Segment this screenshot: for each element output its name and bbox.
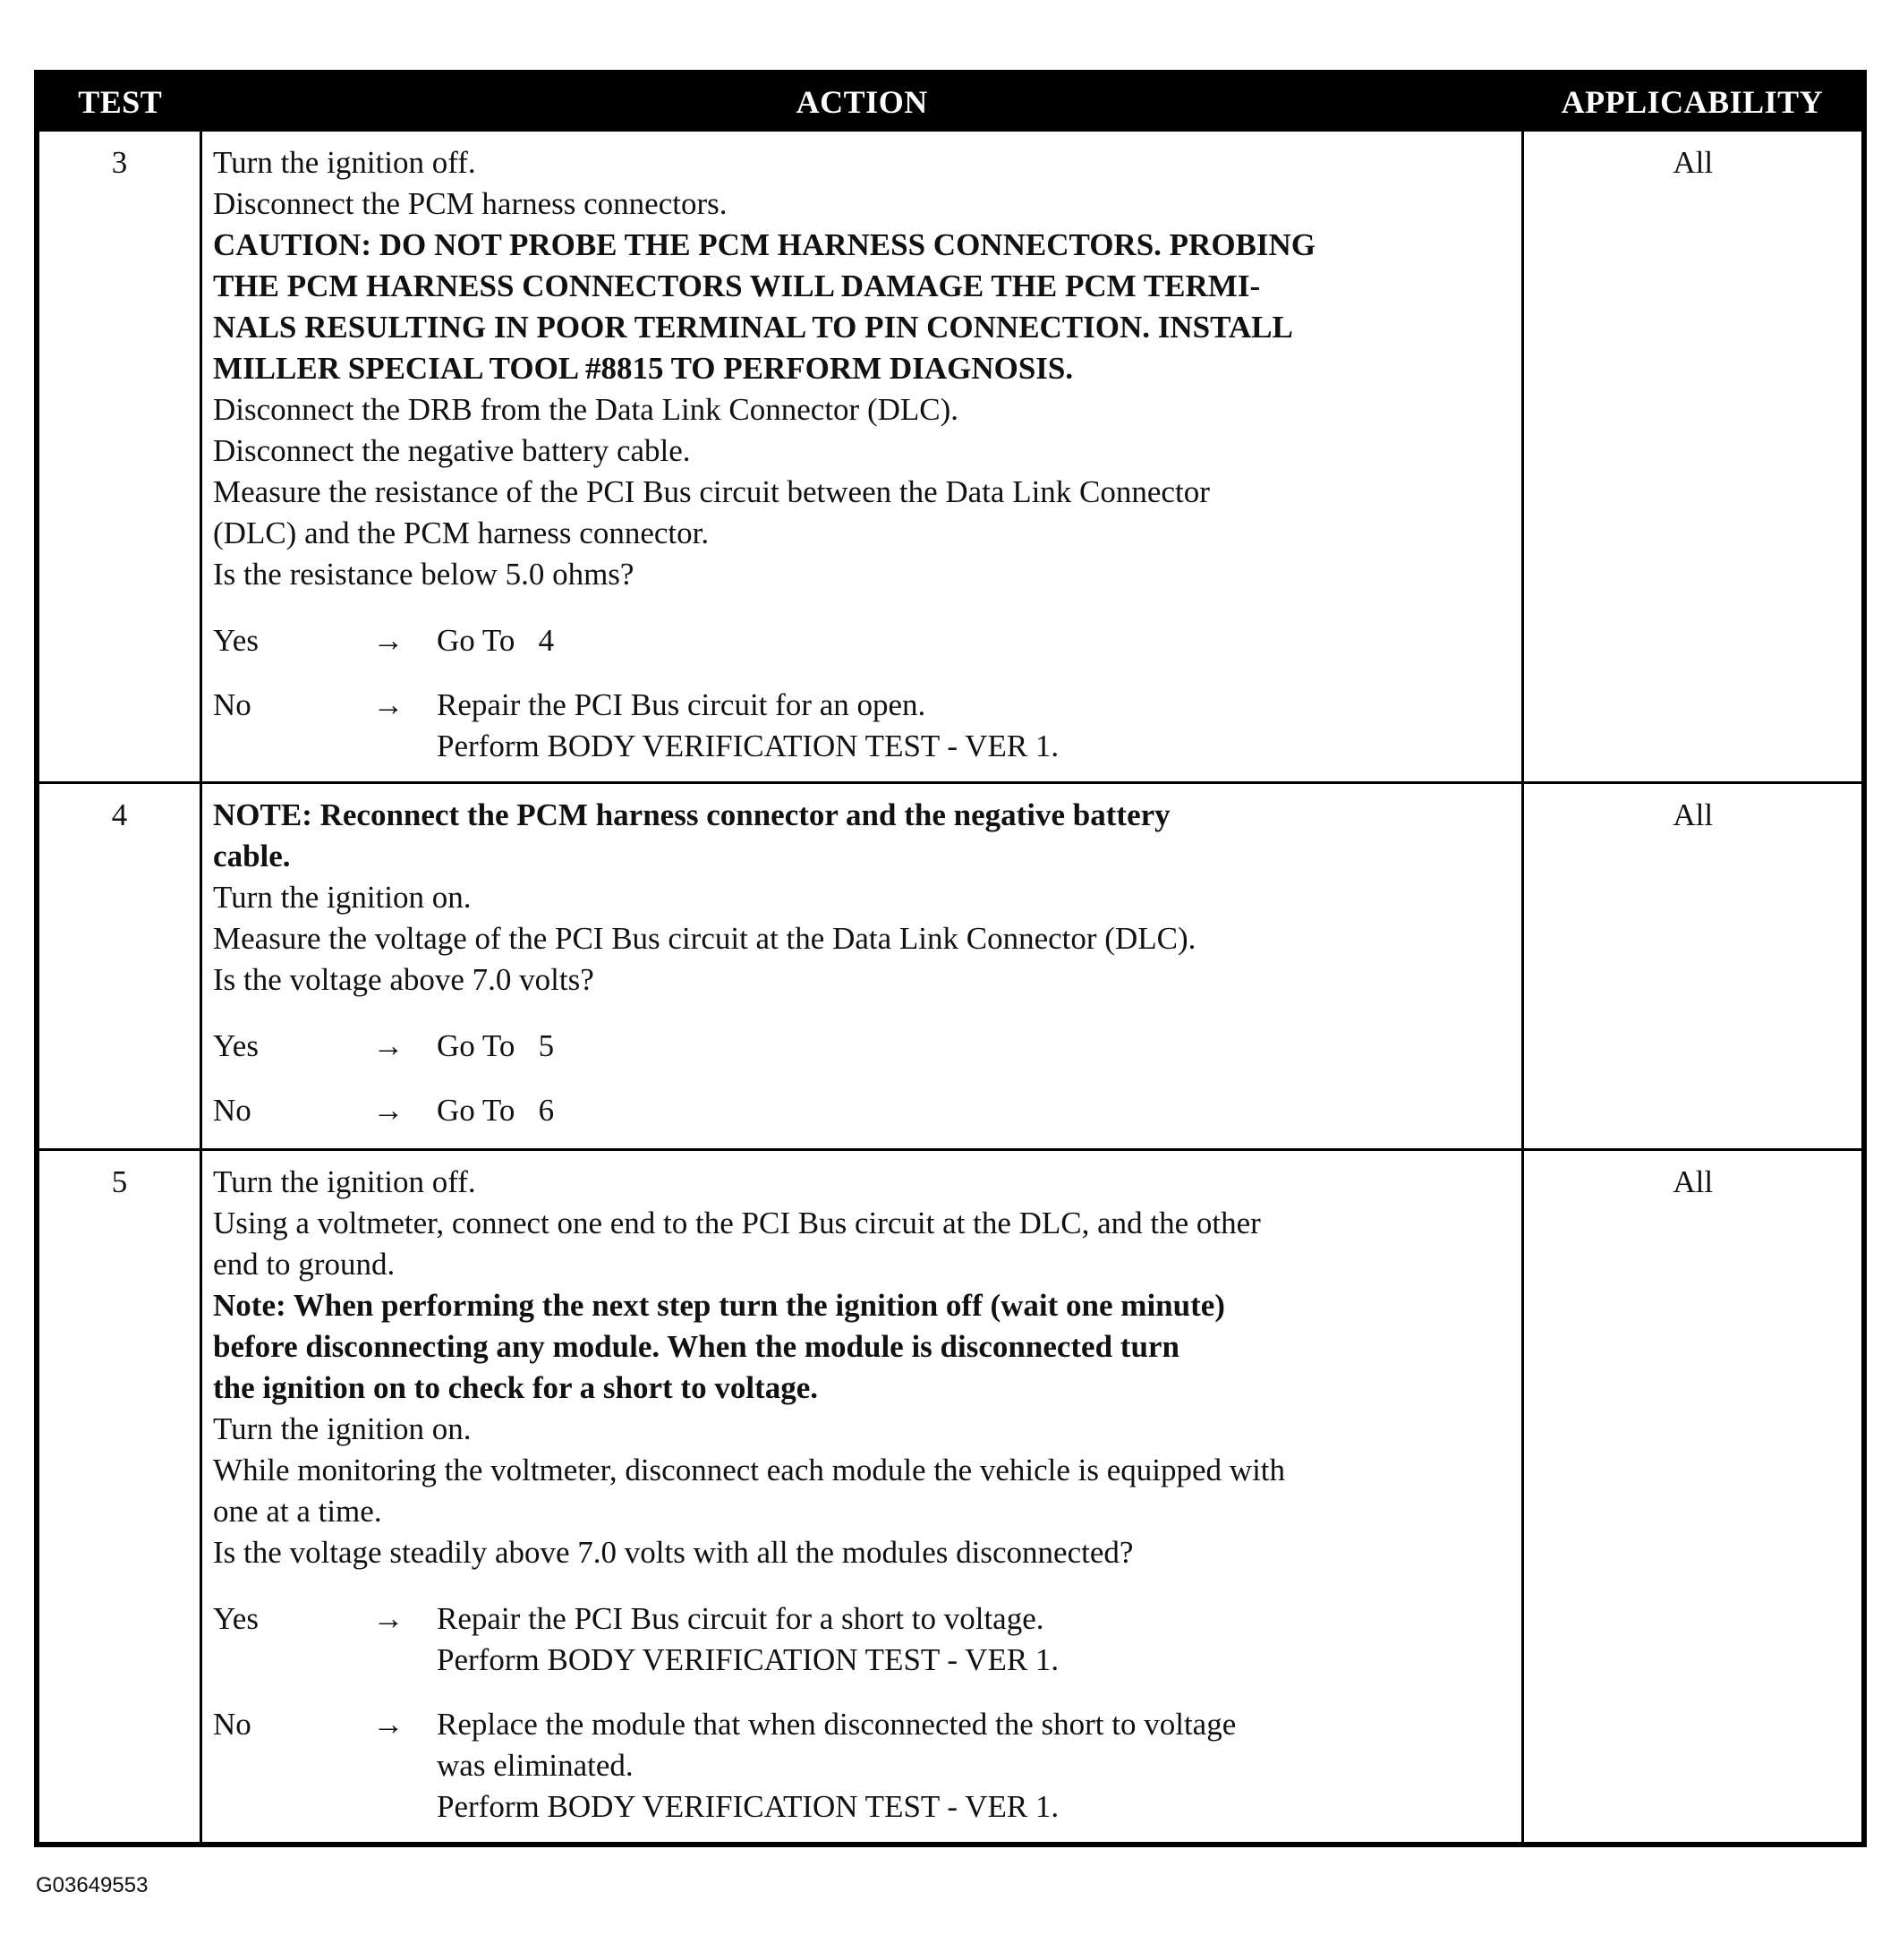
no-label: No	[213, 1093, 251, 1128]
no-result	[437, 1090, 1511, 1131]
result-line: Perform BODY VERIFICATION TEST - VER 1.	[437, 729, 1060, 763]
action-line: While monitoring the voltmeter, disconnect each module the vehicle is equipped with	[213, 1453, 1286, 1487]
yes-result	[437, 1598, 1511, 1681]
table-header-row	[37, 72, 1864, 131]
action-line: Turn the ignition on.	[213, 1411, 472, 1446]
test-number: 3	[37, 131, 201, 783]
result-line: Replace the module that when disconnected the short to voltage	[437, 1707, 1237, 1742]
action-cell	[201, 1150, 1523, 1845]
table-row-test-3	[37, 131, 1864, 783]
no-result	[437, 1704, 1511, 1828]
right-arrow-icon: →	[372, 1601, 404, 1636]
result-line: Perform BODY VERIFICATION TEST - VER 1.	[437, 1642, 1060, 1677]
no-branch	[213, 685, 1511, 767]
applicability-cell: All	[1523, 1150, 1864, 1845]
action-line: Disconnect the DRB from the Data Link Connector (DLC).	[213, 392, 959, 427]
no-branch	[213, 1090, 1511, 1131]
column-header-test: TEST	[37, 72, 201, 131]
note-line: Note: When performing the next step turn the ignition off (wait one minute)	[213, 1288, 1225, 1323]
result-line: Repair the PCI Bus circuit for an open.	[437, 687, 926, 722]
action-line: Disconnect the negative battery cable.	[213, 433, 691, 468]
diagnostic-test-table	[34, 70, 1867, 1847]
caution-line: CAUTION: DO NOT PROBE THE PCM HARNESS CONNECTORS. PROBING	[213, 227, 1316, 262]
note-line: before disconnecting any module. When the module is disconnected turn	[213, 1329, 1179, 1364]
caution-line: MILLER SPECIAL TOOL #8815 TO PERFORM DIAGNOSIS.	[213, 351, 1074, 386]
right-arrow-icon: →	[372, 687, 404, 722]
action-line: Turn the ignition off.	[213, 1164, 476, 1199]
action-line: Turn the ignition off.	[213, 145, 476, 180]
action-line: Measure the resistance of the PCI Bus circuit between the Data Link Connector	[213, 474, 1210, 509]
right-arrow-icon: →	[372, 1028, 404, 1063]
column-header-applicability: APPLICABILITY	[1523, 72, 1864, 131]
yes-label: Yes	[213, 623, 259, 658]
figure-id: G03649553	[36, 1873, 149, 1897]
test-number: 5	[37, 1150, 201, 1845]
caution-line: NALS RESULTING IN POOR TERMINAL TO PIN CONNECTION. INSTALL	[213, 310, 1293, 345]
action-line: one at a time.	[213, 1494, 382, 1529]
action-line: Using a voltmeter, connect one end to the PCI Bus circuit at the DLC, and the other	[213, 1206, 1261, 1240]
question-line: Is the voltage above 7.0 volts?	[213, 962, 594, 997]
note-line: NOTE: Reconnect the PCM harness connector and the negative battery	[213, 797, 1171, 832]
action-cell	[201, 131, 1523, 783]
action-cell	[201, 783, 1523, 1150]
result-line: Perform BODY VERIFICATION TEST - VER 1.	[437, 1789, 1060, 1824]
test-number: 4	[37, 783, 201, 1150]
applicability-cell: All	[1523, 783, 1864, 1150]
action-line: Measure the voltage of the PCI Bus circuit at the Data Link Connector (DLC).	[213, 921, 1196, 956]
caution-line: THE PCM HARNESS CONNECTORS WILL DAMAGE THE PCM TERMI-	[213, 268, 1261, 303]
no-label: No	[213, 1707, 251, 1742]
table-row-test-5	[37, 1150, 1864, 1845]
no-branch	[213, 1704, 1511, 1828]
no-result	[437, 685, 1511, 767]
yes-branch	[213, 620, 1511, 661]
yes-result	[437, 1026, 1511, 1067]
note-line: cable.	[213, 839, 291, 873]
action-line: Turn the ignition on.	[213, 880, 472, 915]
result-line: Go To 4	[437, 623, 555, 658]
yes-branch	[213, 1026, 1511, 1067]
yes-result	[437, 620, 1511, 661]
result-line: Go To 6	[437, 1093, 555, 1128]
right-arrow-icon: →	[372, 1707, 404, 1742]
result-line: Repair the PCI Bus circuit for a short to voltage.	[437, 1601, 1044, 1636]
yes-branch	[213, 1598, 1511, 1681]
column-header-action: ACTION	[201, 72, 1523, 131]
right-arrow-icon: →	[372, 623, 404, 658]
action-line: Disconnect the PCM harness connectors.	[213, 186, 728, 221]
right-arrow-icon: →	[372, 1093, 404, 1128]
applicability-cell: All	[1523, 131, 1864, 783]
question-line: Is the resistance below 5.0 ohms?	[213, 557, 634, 592]
table-row-test-4	[37, 783, 1864, 1150]
question-line: Is the voltage steadily above 7.0 volts with all the modules disconnected?	[213, 1535, 1134, 1570]
yes-label: Yes	[213, 1601, 259, 1636]
result-line: Go To 5	[437, 1028, 555, 1063]
yes-label: Yes	[213, 1028, 259, 1063]
note-line: the ignition on to check for a short to voltage.	[213, 1370, 819, 1405]
action-line: (DLC) and the PCM harness connector.	[213, 516, 710, 550]
action-line: end to ground.	[213, 1247, 396, 1282]
result-line: was eliminated.	[437, 1748, 634, 1783]
no-label: No	[213, 687, 251, 722]
